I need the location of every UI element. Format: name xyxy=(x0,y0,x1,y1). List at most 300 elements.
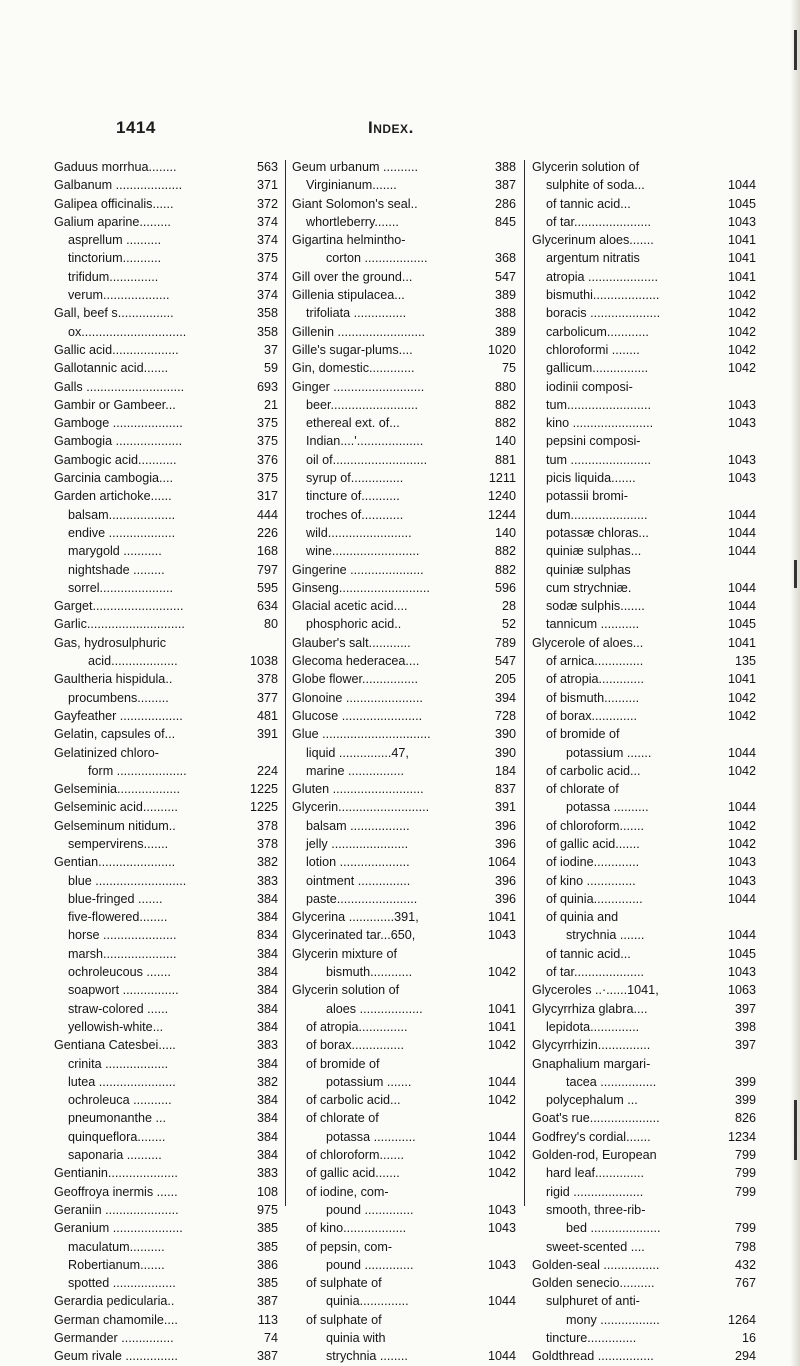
index-entry xyxy=(54,780,278,798)
index-entry xyxy=(292,744,516,762)
index-term: of borax............... xyxy=(306,1038,404,1053)
index-term: Giant Solomon's seal.. xyxy=(292,196,418,211)
index-entry xyxy=(292,378,516,396)
index-term: sulphuret of anti- xyxy=(546,1294,640,1309)
index-entry xyxy=(532,1201,756,1219)
index-term: of quinia and xyxy=(546,910,619,925)
index-entry xyxy=(292,670,516,688)
index-entry xyxy=(532,542,756,560)
index-term: smooth, three-rib- xyxy=(546,1202,646,1217)
index-term: Gigartina helmintho- xyxy=(292,233,406,248)
index-page-ref: 1225 xyxy=(249,782,278,797)
index-page-ref: 1044 xyxy=(487,1294,516,1309)
index-column-1 xyxy=(54,158,278,1366)
index-entry xyxy=(532,1238,756,1256)
index-term: of chloroform....... xyxy=(306,1148,404,1163)
index-term: spotted .................. xyxy=(68,1276,176,1291)
index-page-ref: 396 xyxy=(494,891,516,906)
index-page-ref: 845 xyxy=(494,214,516,229)
index-entry xyxy=(292,689,516,707)
index-term: Glycyrrhizin............... xyxy=(532,1038,651,1053)
index-entry xyxy=(292,652,516,670)
index-term: chloroformi ........ xyxy=(546,342,640,357)
index-term: aloes .................. xyxy=(326,1001,423,1016)
index-page-ref: 1042 xyxy=(487,1166,516,1181)
index-entry xyxy=(292,286,516,304)
page-edge xyxy=(790,0,800,1366)
index-term: of chloroform....... xyxy=(546,818,644,833)
index-term: syrup of............... xyxy=(306,471,404,486)
index-page-ref: 384 xyxy=(256,1056,278,1071)
index-page-ref: 1043 xyxy=(727,416,756,431)
index-term: Gnaphalium margari- xyxy=(532,1056,651,1071)
index-page-ref: 882 xyxy=(494,416,516,431)
index-term: Gelseminic acid.......... xyxy=(54,800,178,815)
index-page-ref: 372 xyxy=(256,196,278,211)
index-page-ref: 1042 xyxy=(727,708,756,723)
index-page-ref: 1042 xyxy=(487,1148,516,1163)
index-page-ref: 1041 xyxy=(727,251,756,266)
index-entry xyxy=(292,195,516,213)
index-term: of kino.................. xyxy=(306,1221,407,1236)
index-term: quiniæ sulphas xyxy=(546,562,631,577)
index-entry xyxy=(292,1329,516,1347)
index-term: Goldthread ................ xyxy=(532,1349,654,1364)
index-page-ref: 74 xyxy=(263,1331,278,1345)
index-term: five-flowered........ xyxy=(68,910,168,925)
index-term: Gluten .......................... xyxy=(292,782,424,797)
index-term: endive ................... xyxy=(68,525,176,540)
index-term: Gamboge .................... xyxy=(54,416,183,431)
index-page-ref: 374 xyxy=(256,233,278,248)
index-entry xyxy=(292,725,516,743)
index-entry xyxy=(292,835,516,853)
page-title: Index. xyxy=(368,118,414,137)
index-term: tacea ................ xyxy=(566,1074,657,1089)
index-entry xyxy=(54,890,278,908)
index-term: of chlorate of xyxy=(546,782,619,797)
index-page-ref: 358 xyxy=(256,324,278,339)
index-page-ref: 1240 xyxy=(487,489,516,504)
index-entry xyxy=(532,561,756,579)
index-term: verum................... xyxy=(68,288,170,303)
index-page-ref: 399 xyxy=(734,1093,756,1108)
index-term: Gallic acid................... xyxy=(54,342,179,357)
index-page-ref: 37 xyxy=(263,342,278,357)
index-entry xyxy=(292,249,516,267)
index-entry xyxy=(54,817,278,835)
index-page-ref: 444 xyxy=(256,507,278,522)
index-term: Glycerin.......................... xyxy=(292,800,430,815)
index-page-ref: 881 xyxy=(494,452,516,467)
index-term: of iodine, com- xyxy=(306,1184,389,1199)
index-page-ref: 1042 xyxy=(727,690,756,705)
index-entry xyxy=(54,469,278,487)
index-page-ref: 384 xyxy=(256,910,278,925)
index-term: Golden-seal ................ xyxy=(532,1257,660,1272)
index-entry xyxy=(532,396,756,414)
index-page-ref: 1042 xyxy=(727,324,756,339)
index-page-ref: 80 xyxy=(263,617,278,632)
index-page-ref: 384 xyxy=(256,1001,278,1016)
index-entry xyxy=(292,323,516,341)
index-term: Glycerin mixture of xyxy=(292,946,397,961)
index-entry xyxy=(532,487,756,505)
index-page-ref: 432 xyxy=(734,1257,756,1272)
index-term: kino ....................... xyxy=(546,416,654,431)
index-page-ref: 397 xyxy=(734,1001,756,1016)
index-term: potassa ............ xyxy=(326,1129,416,1144)
index-entry xyxy=(532,195,756,213)
index-page-ref: 634 xyxy=(256,599,278,614)
index-page-ref: 375 xyxy=(256,416,278,431)
index-term: sweet-scented .... xyxy=(546,1239,645,1254)
index-entry xyxy=(54,1018,278,1036)
index-entry xyxy=(532,597,756,615)
index-entry xyxy=(292,926,516,944)
index-page-ref: 374 xyxy=(256,214,278,229)
index-entry xyxy=(54,707,278,725)
index-term: of tar.................... xyxy=(546,965,644,980)
index-term: potassæ chloras... xyxy=(546,525,649,540)
index-term: Germander ............... xyxy=(54,1331,174,1345)
index-term: ointment ............... xyxy=(306,873,411,888)
index-term: straw-colored ...... xyxy=(68,1001,169,1016)
index-page-ref: 595 xyxy=(256,580,278,595)
index-entry xyxy=(532,689,756,707)
index-entry xyxy=(532,1036,756,1054)
index-page-ref: 384 xyxy=(256,1093,278,1108)
index-term: beer......................... xyxy=(306,397,418,412)
index-page-ref: 826 xyxy=(734,1111,756,1126)
index-entry xyxy=(54,286,278,304)
index-entry xyxy=(54,1091,278,1109)
index-page-ref: 388 xyxy=(494,160,516,174)
index-entry xyxy=(532,1109,756,1127)
index-term: nightshade ......... xyxy=(68,562,165,577)
index-entry xyxy=(532,872,756,890)
index-page-ref: 387 xyxy=(256,1349,278,1364)
index-term: carbolicum............ xyxy=(546,324,649,339)
index-entry xyxy=(54,579,278,597)
index-entry xyxy=(292,396,516,414)
index-page-ref: 1044 xyxy=(727,891,756,906)
index-page-ref: 1045 xyxy=(727,196,756,211)
index-page-ref: 1042 xyxy=(727,361,756,376)
index-term: of bromide of xyxy=(306,1056,380,1071)
index-entry xyxy=(292,1091,516,1109)
index-page-ref: 399 xyxy=(734,1074,756,1089)
index-entry xyxy=(292,1036,516,1054)
index-term: Gelseminia.................. xyxy=(54,782,180,797)
index-page-ref: 375 xyxy=(256,434,278,449)
index-page-ref: 882 xyxy=(494,544,516,559)
index-term: Gaultheria hispidula.. xyxy=(54,672,173,687)
index-entry xyxy=(532,908,756,926)
index-term: Glycerinum aloes....... xyxy=(532,233,654,248)
index-term: Geum rivale ............... xyxy=(54,1349,178,1364)
index-entry xyxy=(54,231,278,249)
index-page-ref: 389 xyxy=(494,288,516,303)
index-page-ref: 113 xyxy=(257,1312,278,1327)
index-term: Gillenia stipulacea... xyxy=(292,288,405,303)
index-term: tannicum ........... xyxy=(546,617,640,632)
index-page-ref: 1043 xyxy=(487,1221,516,1236)
index-entry xyxy=(54,1347,278,1365)
index-term: Glycyrrhiza glabra.... xyxy=(532,1001,648,1016)
index-term: Gambogic acid........... xyxy=(54,452,177,467)
index-term: Galium aparine......... xyxy=(54,214,171,229)
index-page-ref: 481 xyxy=(256,708,278,723)
index-term: Indian....'................... xyxy=(306,434,424,449)
index-term: ethereal ext. of... xyxy=(306,416,400,431)
index-term: Gentianin.................... xyxy=(54,1166,178,1181)
index-term: bismuth............ xyxy=(326,965,413,980)
index-page-ref: 28 xyxy=(501,599,516,614)
index-page-ref: 1041 xyxy=(727,635,756,650)
index-page-ref: 1043 xyxy=(727,452,756,467)
index-entry xyxy=(54,249,278,267)
index-page-ref: 693 xyxy=(256,379,278,394)
index-term: Glycerin solution of xyxy=(292,983,400,998)
index-term: maculatum.......... xyxy=(68,1239,165,1254)
index-page-ref: 767 xyxy=(734,1276,756,1291)
index-term: Gentian...................... xyxy=(54,855,176,870)
index-term: gallicum................ xyxy=(546,361,649,376)
index-entry xyxy=(54,689,278,707)
index-term: sempervirens....... xyxy=(68,836,169,851)
index-term: Robertianum....... xyxy=(68,1257,165,1272)
index-page-ref: 1044 xyxy=(727,599,756,614)
index-entry xyxy=(532,432,756,450)
index-entry xyxy=(292,524,516,542)
index-page-ref: 1041 xyxy=(487,1019,516,1034)
index-term: Glucose ....................... xyxy=(292,708,423,723)
index-term: Gall, beef s................ xyxy=(54,306,174,321)
index-page-ref: 224 xyxy=(256,763,278,778)
index-page-ref: 799 xyxy=(734,1221,756,1236)
index-page-ref: 390 xyxy=(494,745,516,760)
index-entry xyxy=(292,890,516,908)
index-term: Gayfeather .................. xyxy=(54,708,183,723)
index-term: of atropia............. xyxy=(546,672,644,687)
index-entry xyxy=(54,1274,278,1292)
index-entry xyxy=(54,835,278,853)
index-term: Geoffroya inermis ...... xyxy=(54,1184,178,1199)
index-page-ref: 1064 xyxy=(487,855,516,870)
index-page-ref: 1041 xyxy=(727,269,756,284)
index-term: of carbolic acid... xyxy=(306,1093,401,1108)
index-term: lutea ...................... xyxy=(68,1074,176,1089)
index-term: Gambir or Gambeer... xyxy=(54,397,176,412)
index-entry xyxy=(292,1274,516,1292)
index-page-ref: 387 xyxy=(494,178,516,193)
index-page-ref: 396 xyxy=(494,873,516,888)
index-term: dum...................... xyxy=(546,507,648,522)
index-page-ref: 1043 xyxy=(727,855,756,870)
index-page-ref: 799 xyxy=(734,1148,756,1163)
index-term: potassium ....... xyxy=(326,1074,412,1089)
index-entry xyxy=(532,670,756,688)
index-entry xyxy=(532,707,756,725)
index-term: trifoliata ............... xyxy=(306,306,407,321)
index-term: of carbolic acid... xyxy=(546,763,641,778)
index-page-ref: 1043 xyxy=(727,873,756,888)
index-term: Gin, domestic............. xyxy=(292,361,415,376)
index-term: tum........................ xyxy=(546,397,651,412)
index-page-ref: 389 xyxy=(494,324,516,339)
index-entry xyxy=(532,615,756,633)
index-term: troches of............ xyxy=(306,507,404,522)
index-page-ref: 1038 xyxy=(249,654,278,669)
index-entry xyxy=(54,213,278,231)
index-term: of pepsin, com- xyxy=(306,1239,393,1254)
index-column-3 xyxy=(532,158,756,1366)
index-entry xyxy=(532,469,756,487)
index-term: of tannic acid... xyxy=(546,196,631,211)
index-entry xyxy=(292,268,516,286)
index-term: tum ....................... xyxy=(546,452,651,467)
page-header xyxy=(0,118,800,142)
index-term: marsh..................... xyxy=(68,946,177,961)
index-term: paste....................... xyxy=(306,891,418,906)
index-term: quinqueflora........ xyxy=(68,1129,166,1144)
index-entry xyxy=(532,323,756,341)
index-term: form .................... xyxy=(88,763,187,778)
index-entry xyxy=(292,634,516,652)
index-page-ref: 882 xyxy=(494,562,516,577)
index-term: pneumonanthe ... xyxy=(68,1111,167,1126)
index-term: Glyceroles ..·......1041, xyxy=(532,983,659,998)
index-term: Glecoma hederacea.... xyxy=(292,654,420,669)
index-entry xyxy=(292,1073,516,1091)
index-page-ref: 1244 xyxy=(487,507,516,522)
index-entry xyxy=(532,1292,756,1310)
index-entry xyxy=(54,1109,278,1127)
index-page-ref: 378 xyxy=(256,836,278,851)
index-term: Gaduus morrhua........ xyxy=(54,160,177,174)
index-entry xyxy=(532,1073,756,1091)
index-page-ref: 383 xyxy=(256,873,278,888)
index-term: corton .................. xyxy=(326,251,428,266)
index-term: of arnica.............. xyxy=(546,654,644,669)
index-page-ref: 882 xyxy=(494,397,516,412)
index-entry xyxy=(292,1311,516,1329)
index-entry xyxy=(532,231,756,249)
index-page-ref: 1041 xyxy=(727,672,756,687)
index-term: Galbanum ................... xyxy=(54,178,183,193)
index-term: ox.............................. xyxy=(68,324,187,339)
index-page-ref: 374 xyxy=(256,269,278,284)
index-term: Golden-rod, European xyxy=(532,1148,657,1163)
index-term: phosphoric acid.. xyxy=(306,617,402,632)
index-page-ref: 384 xyxy=(256,1019,278,1034)
index-term: Gelatinized chloro- xyxy=(54,745,159,760)
index-entry xyxy=(54,634,278,652)
index-entry xyxy=(54,1164,278,1182)
index-entry xyxy=(292,1347,516,1365)
index-term: of borax............. xyxy=(546,708,637,723)
index-term: Gerardia pedicularia.. xyxy=(54,1294,175,1309)
index-term: Godfrey's cordial....... xyxy=(532,1129,651,1144)
index-entry xyxy=(292,963,516,981)
index-entry xyxy=(292,1256,516,1274)
index-page-ref: 798 xyxy=(734,1239,756,1254)
column-divider xyxy=(285,160,286,1206)
index-entry xyxy=(532,158,756,176)
index-page-ref: 140 xyxy=(494,434,516,449)
index-term: boracis .................... xyxy=(546,306,661,321)
index-entry xyxy=(292,432,516,450)
index-entry xyxy=(532,1146,756,1164)
index-page-ref: 384 xyxy=(256,891,278,906)
index-entry xyxy=(54,597,278,615)
index-page-ref: 1043 xyxy=(727,965,756,980)
index-entry xyxy=(532,817,756,835)
index-page-ref: 1043 xyxy=(487,928,516,943)
index-term: picis liquida....... xyxy=(546,471,636,486)
index-entry xyxy=(292,1000,516,1018)
index-entry xyxy=(54,762,278,780)
index-entry xyxy=(54,432,278,450)
index-page-ref: 226 xyxy=(256,525,278,540)
index-entry xyxy=(54,1036,278,1054)
index-term: marine ................ xyxy=(306,763,404,778)
index-page-ref: 386 xyxy=(256,1257,278,1272)
index-page-ref: 59 xyxy=(263,361,278,376)
index-term: of tannic acid... xyxy=(546,946,631,961)
index-page-ref: 1042 xyxy=(487,1093,516,1108)
index-page-ref: 1234 xyxy=(727,1129,756,1144)
index-term: soapwort ................ xyxy=(68,983,179,998)
index-entry xyxy=(532,1256,756,1274)
index-term: Gill over the ground... xyxy=(292,269,413,284)
index-term: tincture of........... xyxy=(306,489,400,504)
index-term: pepsini composi- xyxy=(546,434,641,449)
index-entry xyxy=(54,195,278,213)
index-entry xyxy=(54,798,278,816)
index-entry xyxy=(292,451,516,469)
index-entry xyxy=(532,286,756,304)
index-term: rigid .................... xyxy=(546,1184,644,1199)
index-page-ref: 1044 xyxy=(727,800,756,815)
index-page-ref: 1063 xyxy=(727,983,756,998)
index-entry xyxy=(54,1000,278,1018)
index-term: of kino .............. xyxy=(546,873,636,888)
index-term: Garget.......................... xyxy=(54,599,184,614)
index-term: horse ..................... xyxy=(68,928,177,943)
index-page-ref: 286 xyxy=(494,196,516,211)
index-page-ref: 1042 xyxy=(727,306,756,321)
index-term: Gambogia ................... xyxy=(54,434,183,449)
index-page-ref: 75 xyxy=(501,361,516,376)
index-term: hard leaf.............. xyxy=(546,1166,644,1181)
index-term: blue .......................... xyxy=(68,873,187,888)
index-term: Glauber's salt............ xyxy=(292,635,411,650)
index-entry xyxy=(532,1000,756,1018)
index-page-ref: 385 xyxy=(256,1221,278,1236)
index-entry xyxy=(532,963,756,981)
index-entry xyxy=(532,835,756,853)
index-term: Glycerin solution of xyxy=(532,160,640,174)
index-entry xyxy=(292,1292,516,1310)
index-entry xyxy=(292,872,516,890)
index-term: iodinii composi- xyxy=(546,379,633,394)
index-page-ref: 384 xyxy=(256,946,278,961)
index-entry xyxy=(54,1292,278,1310)
index-page-ref: 1044 xyxy=(487,1349,516,1364)
index-page-ref: 382 xyxy=(256,1074,278,1089)
